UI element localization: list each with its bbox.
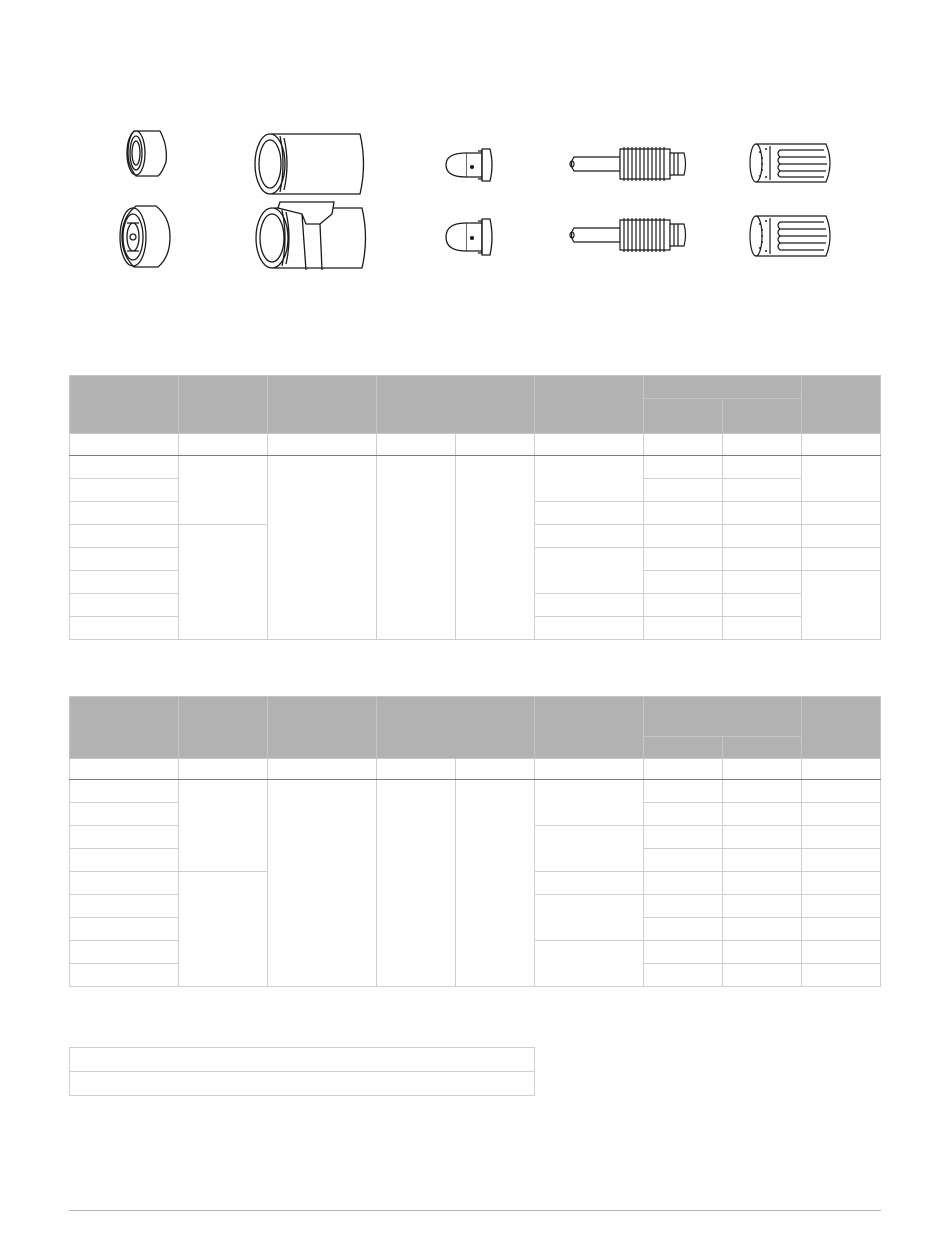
table-cell — [802, 964, 881, 987]
table-cell — [723, 456, 802, 479]
consumable-parts-illustration — [0, 0, 950, 300]
table-cell — [70, 525, 179, 548]
footer-divider — [69, 1210, 881, 1211]
table-cell — [535, 872, 644, 895]
table-subheader-row — [70, 759, 881, 780]
table-cell — [802, 502, 881, 525]
table-cell — [644, 895, 723, 918]
table-cell — [70, 849, 179, 872]
table-cell — [723, 826, 802, 849]
table-cell — [644, 826, 723, 849]
table-cell — [723, 872, 802, 895]
table-row — [70, 1072, 535, 1096]
table-cell — [70, 1072, 535, 1096]
table-cell — [70, 456, 179, 479]
table-row — [70, 780, 881, 803]
table-cell — [456, 434, 535, 456]
table-cell — [644, 548, 723, 571]
electrode-icon — [566, 143, 690, 185]
table-cell — [70, 759, 179, 780]
retaining-cap-icon — [250, 130, 370, 198]
table-cell — [70, 964, 179, 987]
table-cell — [377, 456, 456, 640]
table-cell — [644, 502, 723, 525]
table-cell — [644, 780, 723, 803]
table-cell — [268, 434, 377, 456]
table-cell — [535, 502, 644, 525]
table-cell — [179, 759, 268, 780]
table-cell — [802, 759, 881, 780]
table-cell — [179, 525, 268, 640]
table-cell — [644, 525, 723, 548]
table-cell — [70, 780, 179, 803]
table-cell — [268, 780, 377, 987]
table-cell — [535, 826, 644, 872]
header-cell — [644, 399, 723, 434]
notes-table — [69, 1047, 535, 1096]
table-cell — [802, 456, 881, 502]
table-cell — [723, 895, 802, 918]
table-cell — [535, 780, 644, 826]
table-cell — [723, 594, 802, 617]
table-cell — [70, 434, 179, 456]
header-cell — [179, 376, 268, 434]
table-cell — [644, 964, 723, 987]
table-cell — [802, 895, 881, 918]
table-row — [70, 1048, 535, 1072]
table-cell — [723, 759, 802, 780]
header-cell — [644, 376, 802, 399]
table-cell — [70, 941, 179, 964]
header-cell — [644, 737, 723, 759]
header-cell — [268, 376, 377, 434]
table-cell — [644, 941, 723, 964]
table-cell — [535, 759, 644, 780]
header-cell — [268, 697, 377, 759]
table-cell — [723, 434, 802, 456]
table-cell — [723, 479, 802, 502]
table-cell — [70, 918, 179, 941]
header-cell — [377, 697, 535, 759]
table-cell — [644, 918, 723, 941]
table-cell — [377, 759, 456, 780]
table-cell — [644, 617, 723, 640]
table-cell — [723, 571, 802, 594]
table-cell — [70, 895, 179, 918]
table-subheader-row — [70, 434, 881, 456]
table-cell — [70, 594, 179, 617]
table-cell — [644, 872, 723, 895]
header-cell — [802, 376, 881, 434]
table-cell — [802, 780, 881, 803]
table-cell — [644, 456, 723, 479]
table-cell — [802, 525, 881, 548]
swirl-ring-icon — [746, 140, 836, 186]
table-cell — [70, 571, 179, 594]
header-cell — [70, 697, 179, 759]
table-cell — [535, 456, 644, 502]
table-cell — [723, 502, 802, 525]
nozzle-icon — [440, 143, 496, 187]
parts-table-2 — [69, 696, 881, 987]
header-cell — [802, 697, 881, 759]
header-cell — [535, 376, 644, 434]
parts-table-1 — [69, 375, 881, 640]
table-cell — [70, 826, 179, 849]
table-cell — [723, 849, 802, 872]
table-cell — [723, 918, 802, 941]
table-cell — [644, 594, 723, 617]
table-cell — [644, 434, 723, 456]
table-cell — [802, 849, 881, 872]
table-cell — [456, 759, 535, 780]
table-cell — [179, 872, 268, 987]
table-cell — [456, 780, 535, 987]
table-cell — [644, 571, 723, 594]
table-header-row — [70, 697, 881, 737]
table-cell — [535, 617, 644, 640]
table-cell — [802, 434, 881, 456]
table-header-row — [70, 376, 881, 399]
header-cell — [644, 697, 802, 737]
table-cell — [723, 803, 802, 826]
retaining-cap-icon — [250, 200, 374, 274]
shield-icon — [112, 203, 172, 273]
table-cell — [802, 872, 881, 895]
table-cell — [723, 780, 802, 803]
table-cell — [535, 941, 644, 987]
table-cell — [70, 872, 179, 895]
table-cell — [802, 918, 881, 941]
table-row — [70, 456, 881, 479]
table-cell — [535, 434, 644, 456]
header-cell — [723, 399, 802, 434]
swirl-ring-icon — [746, 212, 836, 260]
header-cell — [179, 697, 268, 759]
table-cell — [802, 548, 881, 571]
header-cell — [377, 376, 535, 434]
table-cell — [644, 849, 723, 872]
electrode-icon — [566, 214, 690, 256]
table-cell — [535, 895, 644, 941]
table-cell — [179, 434, 268, 456]
table-cell — [723, 525, 802, 548]
header-cell — [535, 697, 644, 759]
table-cell — [723, 941, 802, 964]
nozzle-icon — [440, 213, 496, 261]
header-cell — [723, 737, 802, 759]
table-cell — [70, 617, 179, 640]
table-cell — [70, 548, 179, 571]
table-cell — [723, 617, 802, 640]
header-cell — [70, 376, 179, 434]
table-cell — [723, 964, 802, 987]
table-cell — [179, 780, 268, 872]
table-cell — [268, 759, 377, 780]
table-cell — [268, 456, 377, 640]
table-cell — [70, 479, 179, 502]
table-cell — [535, 594, 644, 617]
table-cell — [802, 571, 881, 640]
table-cell — [535, 525, 644, 548]
table-cell — [377, 434, 456, 456]
table-cell — [456, 456, 535, 640]
table-cell — [644, 759, 723, 780]
table-cell — [70, 803, 179, 826]
table-cell — [802, 826, 881, 849]
table-cell — [179, 456, 268, 525]
table-cell — [644, 803, 723, 826]
table-cell — [802, 803, 881, 826]
table-cell — [70, 1048, 535, 1072]
shield-icon — [122, 128, 170, 194]
table-cell — [644, 479, 723, 502]
table-cell — [802, 941, 881, 964]
table-cell — [377, 780, 456, 987]
table-cell — [535, 548, 644, 594]
table-cell — [723, 548, 802, 571]
table-cell — [70, 502, 179, 525]
